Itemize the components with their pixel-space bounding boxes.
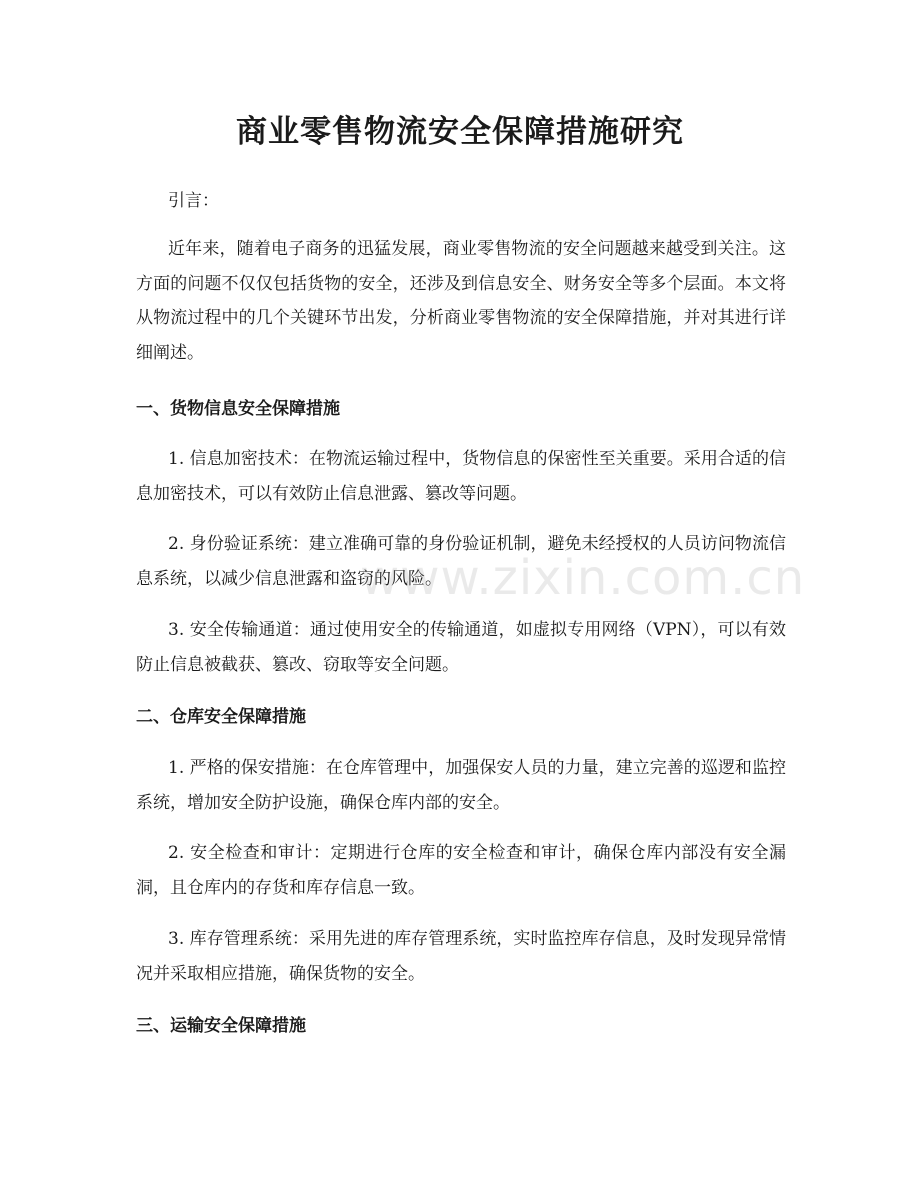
intro-label: 引言： [168,191,219,211]
section-heading-1: 一、货物信息安全保障措施 [136,399,340,419]
section-2-item-2: 2. 安全检查和审计：定期进行仓库的安全检查和审计，确保仓库内部没有安全漏洞，且仓库内的存货和库存信息一致。 [136,843,786,898]
section-2-item-3: 3. 库存管理系统：采用先进的库存管理系统，实时监控库存信息，及时发现异常情况并采取相应措施，确保货物的安全。 [136,929,786,984]
section-1-item-3: 3. 安全传输通道：通过使用安全的传输通道，如虚拟专用网络（VPN），可以有效防止信息被截获、篡改、窃取等安全问题。 [136,620,786,675]
intro-paragraph: 近年来，随着电子商务的迅猛发展，商业零售物流的安全问题越来越受到关注。这方面的问题不仅仅包括货物的安全，还涉及到信息安全、财务安全等多个层面。本文将从物流过程中的几个关键环节出发，分析商业零售物流的安全保障措施，并对其进行详细阐述。 [136,239,786,363]
section-heading-2: 二、仓库安全保障措施 [136,707,306,727]
section-heading-3: 三、运输安全保障措施 [136,1016,306,1036]
section-1-item-2: 2. 身份验证系统：建立准确可靠的身份验证机制，避免未经授权的人员访问物流信息系统，以减少信息泄露和盗窃的风险。 [136,534,786,589]
watermark: www.zixin.com.cn [360,550,806,606]
document-title: 商业零售物流安全保障措施研究 [236,114,684,150]
section-1-item-1: 1. 信息加密技术：在物流运输过程中，货物信息的保密性至关重要。采用合适的信息加密技术，可以有效防止信息泄露、篡改等问题。 [136,449,786,504]
section-2-item-1: 1. 严格的保安措施：在仓库管理中，加强保安人员的力量，建立完善的巡逻和监控系统，增加安全防护设施，确保仓库内部的安全。 [136,758,786,813]
